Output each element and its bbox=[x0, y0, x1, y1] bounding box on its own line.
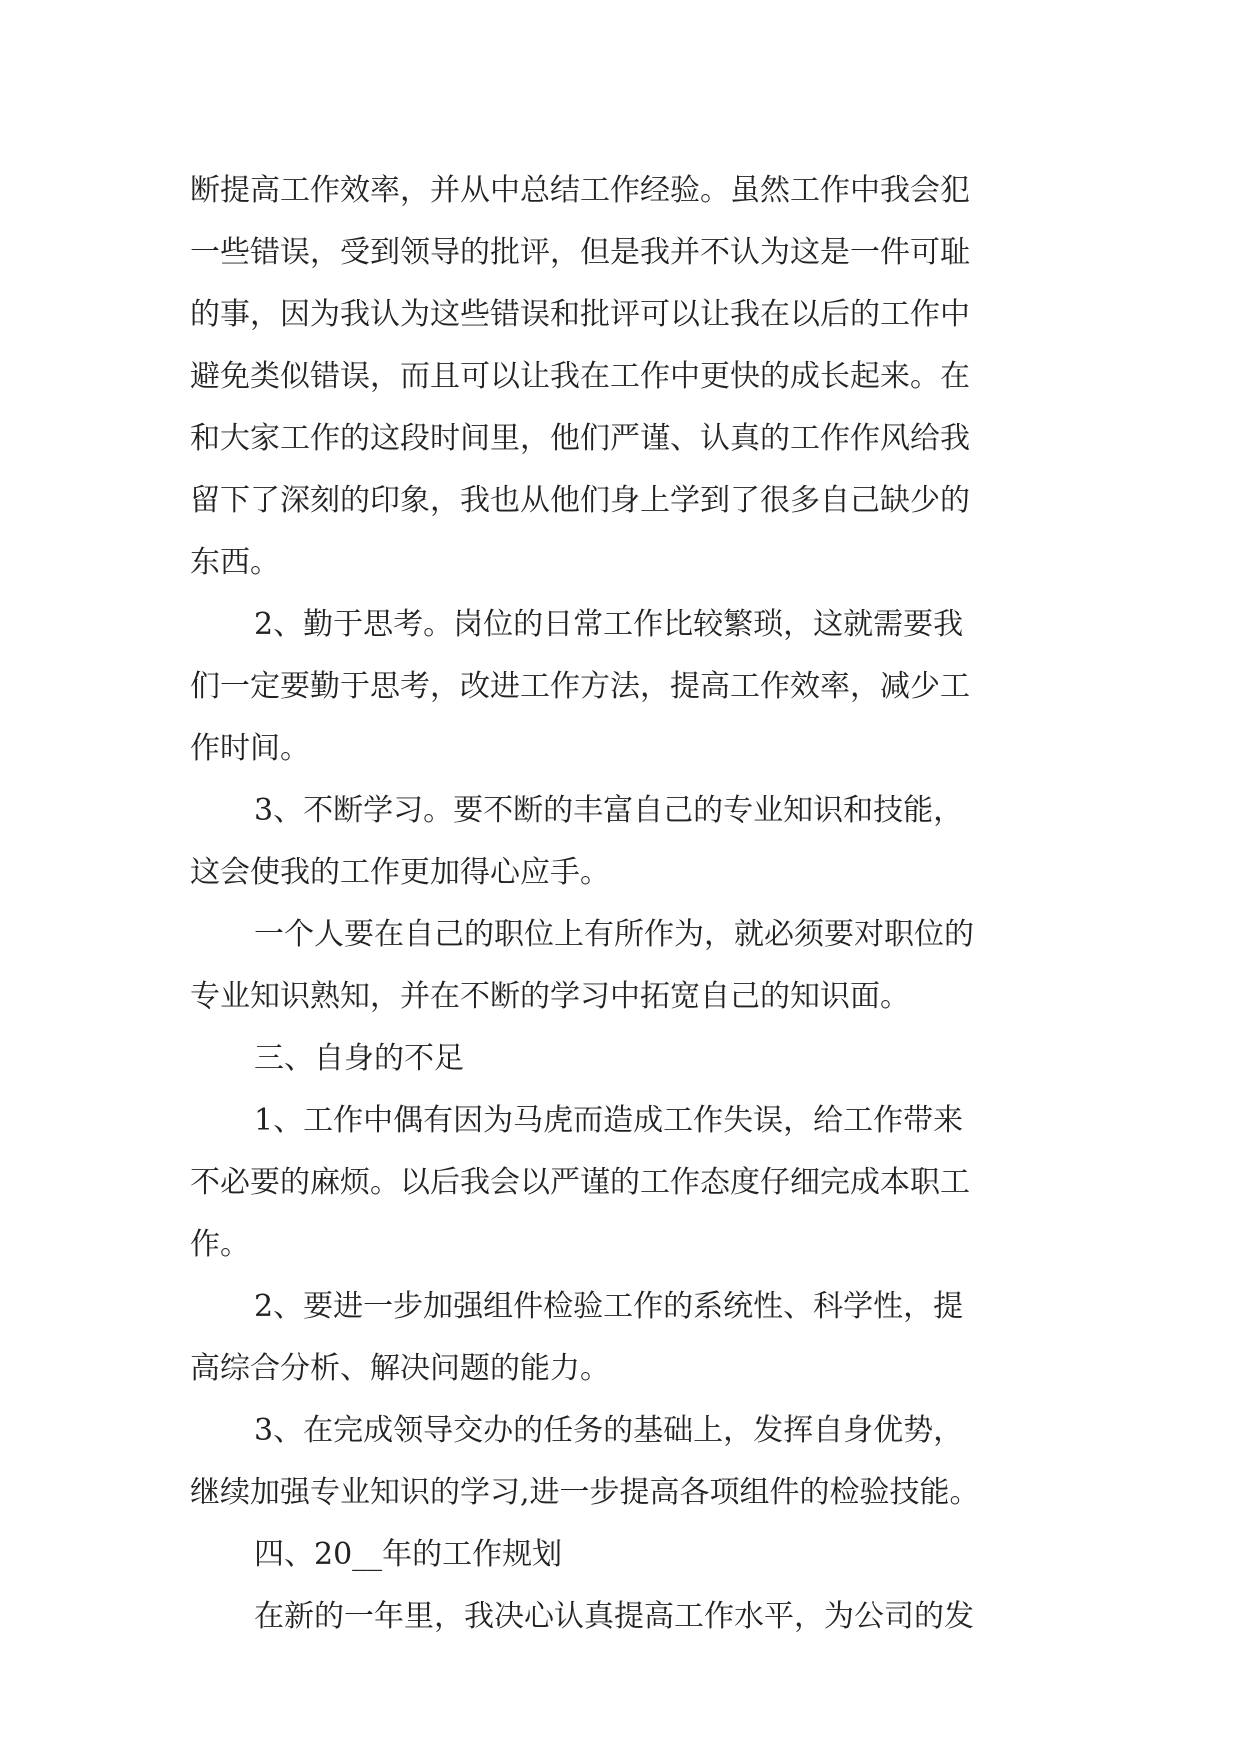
text-line: 们一定要勤于思考，改进工作方法，提高工作效率，减少工 bbox=[190, 669, 970, 704]
paragraph-start-line: 2、勤于思考。岗位的日常工作比较繁琐，这就需要我 bbox=[254, 607, 964, 642]
paragraph-start-line: 3、不断学习。要不断的丰富自己的专业知识和技能， bbox=[254, 793, 964, 828]
section-heading: 三、自身的不足 bbox=[254, 1041, 464, 1076]
text-line: 断提高工作效率，并从中总结工作经验。虽然工作中我会犯 bbox=[190, 173, 970, 208]
text-line: 一些错误，受到领导的批评，但是我并不认为这是一件可耻 bbox=[190, 235, 970, 270]
text-line: 作。 bbox=[190, 1227, 250, 1262]
text-line: 高综合分析、解决问题的能力。 bbox=[190, 1351, 610, 1386]
text-line: 的事，因为我认为这些错误和批评可以让我在以后的工作中 bbox=[190, 297, 970, 332]
text-line: 专业知识熟知，并在不断的学习中拓宽自己的知识面。 bbox=[190, 979, 910, 1014]
text-line: 东西。 bbox=[190, 545, 280, 580]
paragraph-start-line: 1、工作中偶有因为马虎而造成工作失误，给工作带来 bbox=[254, 1103, 964, 1138]
text-line: 不必要的麻烦。以后我会以严谨的工作态度仔细完成本职工 bbox=[190, 1165, 970, 1200]
text-line: 继续加强专业知识的学习,进一步提高各项组件的检验技能。 bbox=[190, 1475, 980, 1510]
text-line: 和大家工作的这段时间里，他们严谨、认真的工作作风给我 bbox=[190, 421, 970, 456]
text-line: 留下了深刻的印象，我也从他们身上学到了很多自己缺少的 bbox=[190, 483, 970, 518]
text-line: 作时间。 bbox=[190, 731, 310, 766]
document-body bbox=[190, 160, 1060, 1648]
paragraph-start-line: 3、在完成领导交办的任务的基础上，发挥自身优势， bbox=[254, 1413, 964, 1448]
paragraph-start-line: 2、要进一步加强组件检验工作的系统性、科学性，提 bbox=[254, 1289, 964, 1324]
text-line: 这会使我的工作更加得心应手。 bbox=[190, 855, 610, 890]
text-line: 避免类似错误，而且可以让我在工作中更快的成长起来。在 bbox=[190, 359, 970, 394]
section-heading: 四、20__年的工作规划 bbox=[254, 1537, 563, 1572]
paragraph-start-line: 一个人要在自己的职位上有所作为，就必须要对职位的 bbox=[254, 917, 974, 952]
paragraph-start-line: 在新的一年里，我决心认真提高工作水平，为公司的发 bbox=[254, 1599, 974, 1634]
